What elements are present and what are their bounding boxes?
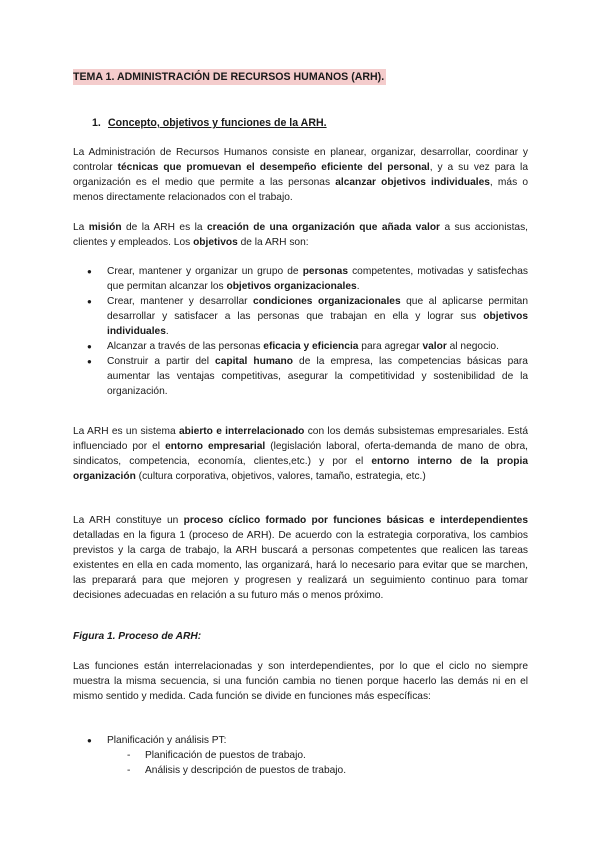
text-run: a sus accionistas, clientes y empleados. Los [73,222,528,248]
list-item [73,339,528,354]
paragraph-mission [73,220,528,250]
text-run: . [165,326,169,337]
text-run: detalladas en la figura 1 (proceso de ARH). De acuerdo con la estrategia corporativa, los cambios previstos y la carga de trabajo, la ARH buscará a personas competentes que realicen las tareas existentes en ella en cada momento, las organizará, hará lo necesario para evitar que se marchen, las preparará para que mejoren y progresen y realizará un seguimiento continuo para tomar decisiones adecuadas en relación a su futuro más o menos próximo. [73,530,528,601]
bold-run: entorno empresarial [165,441,266,452]
bold-run: valor [422,341,447,352]
bold-run: creación de una organización que añada valor [206,222,441,233]
section-heading [92,116,327,131]
functions-list [73,733,528,778]
section-number: 1. [92,117,101,129]
text-run: de la ARH es la [121,222,207,233]
text-run: al negocio. [446,341,499,352]
text-run: Alcanzar a través de las personas [107,341,264,352]
bold-run: capital humano [215,356,293,367]
text-run: , más o menos directamente relacionados con el trabajo. [73,177,528,203]
bold-run: abierto e interrelacionado [178,426,305,437]
text-run: para agregar [358,341,423,352]
text-run: de la ARH son: [237,237,309,248]
bold-run: eficacia y eficiencia [263,341,359,352]
bold-run: objetivos individuales [107,311,528,337]
text-run: (legislación laboral, oferta-demanda de mano de obra, sindicatos, competencia, economía, clientes,etc.) y por el [73,441,528,467]
paragraph-definition [73,145,528,205]
sub-list-item: - Análisis y descripción de puestos de trabajo. [73,763,528,778]
bold-run: técnicas que promuevan el desempeño eficiente del personal [117,162,430,173]
text-run: con los demás subsistemas empresariales. Está influenciado por el [73,426,529,452]
bold-run: proceso cíclico formado por funciones básicas e interdependientes [183,515,528,526]
document-title: TEMA 1. ADMINISTRACIÓN DE RECURSOS HUMANOS (ARH). [73,71,385,83]
text-run: competentes, motivadas y satisfechas que permitan alcanzar los [107,266,528,292]
text-run: que al aplicarse permitan desarrollar y satisfacer a las personas que trabajan en ella y lograr sus [107,296,528,322]
paragraph-system [73,424,528,484]
text-run: La [73,222,89,233]
bold-run: misión [88,222,122,233]
list-item: ● Planificación y análisis PT: [73,733,528,748]
bold-run: personas [302,266,348,277]
text-run: , y a su vez para la organización es el medio que permite a las personas [73,162,528,188]
list-item [73,264,528,294]
text-run: Construir a partir del [107,356,216,367]
bold-run: objetivos organizacionales [226,281,357,292]
sub-list-item: - Planificación de puestos de trabajo. [73,748,528,763]
paragraph-process [73,513,528,603]
text-run: Crear, mantener y organizar un grupo de [107,266,303,277]
figure-caption: Figura 1. Proceso de ARH: [73,631,202,642]
text-run: La Administración de Recursos Humanos consiste en planear, organizar, desarrollar, coordinar y controlar [73,147,528,173]
bold-run: alcanzar objetivos individuales [335,177,490,188]
text-run: (cultura corporativa, objetivos, valores, tamaño, estrategia, etc.) [135,471,426,482]
section-title: Concepto, objetivos y funciones de la ARH. [108,117,327,129]
text-run: La ARH es un sistema [73,426,179,437]
bold-run: objetivos [193,237,238,248]
bold-run: entorno interno de la propia organización [73,456,528,482]
text-run: Crear, mantener y desarrollar [107,296,254,307]
list-item [73,294,528,339]
bold-run: condiciones organizacionales [253,296,401,307]
paragraph-functions: Las funciones están interrelacionadas y son interdependientes, por lo que el ciclo no siempre muestra la misma secuencia, si una función cambia no tienen porque hacerlo las demás ni en el mismo sentido y medida. Cada función se divide en funciones más específicas: [73,661,528,702]
text-run: La ARH constituye un [73,515,184,526]
text-run: de la empresa, las competencias básicas para aumentar las ventajas competitivas, asegurar la competitividad y sostenibilidad de la organización. [107,356,528,397]
list-item [73,354,528,399]
objectives-list [73,264,528,399]
text-run: . [356,281,360,292]
